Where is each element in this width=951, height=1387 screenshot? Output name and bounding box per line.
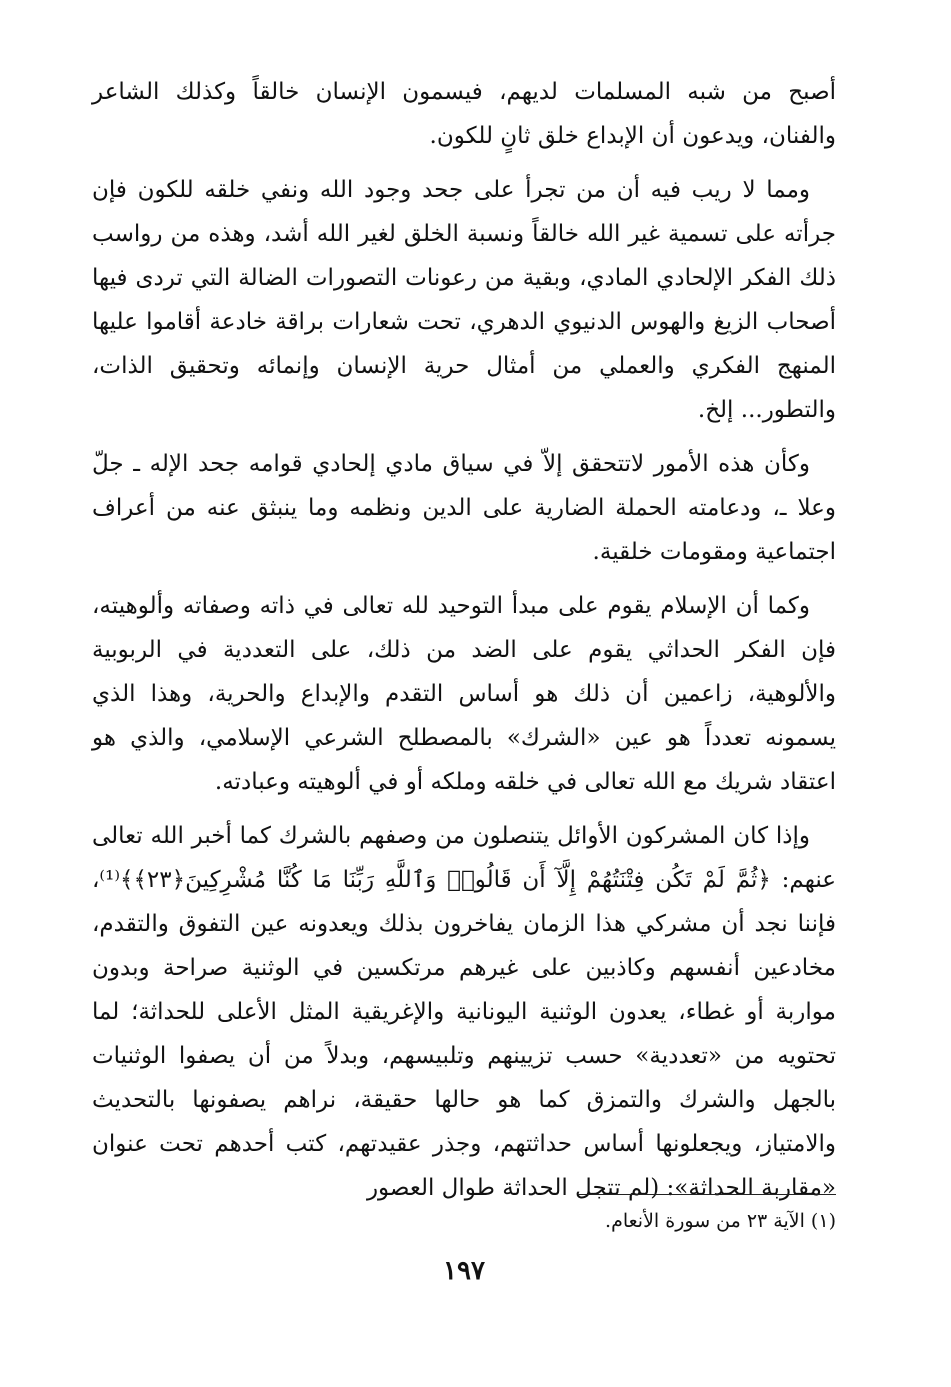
paragraph-5: وإذا كان المشركون الأوائل يتنصلون من وصفهم بالشرك كما أخبر الله تعالى عنهم: ﴿ثُمَّ لَمْ تَكُن فِتْنَتُهُمْ إِلَّآ أَن قَالُوا۟ وَٱللَّهِ رَبِّنَا مَا كُنَّا مُشْرِكِينَ﴿٢٣﴾﴾⁽¹⁾، فإننا نجد أن مشركي هذا الزمان يفاخرون بذلك ويعدونه عين التفوق والتقدم، مخادعين أنفسهم وكاذبين على غيرهم مرتكسين في الوثنية صراحة وبدون مواربة أو غطاء، يعدون الوثنية اليونانية والإغريقية المثل الأعلى للحداثة؛ لما تحتويه من «تعددية» حسب تزيينهم وتلبيسهم، وبدلاً من أن يصفوا الوثنيات بالجهل والشرك والتمزق كما هو حالها حقيقة، نراهم يصفونها بالتحديث والامتياز، ويجعلونها أساس حداثتهم، وجذر عقيدتهم، كتب أحدهم تحت عنوان «مقاربة الحداثة»: (لم تتجل الحداثة طوال العصور — [92, 823, 836, 1201]
paragraph-3: وكأن هذه الأمور لاتتحقق إلاّ في سياق مادي إلحادي قوامه جحد الإله ـ جلّ وعلا ـ، ودعامته الحملة الضارية على الدين ونظمه وما ينبثق عنه من أعراف اجتماعية ومقومات خلقية. — [92, 451, 836, 565]
body-text — [92, 70, 836, 1210]
paragraph-2: ومما لا ريب فيه أن من تجرأ على جحد وجود الله ونفي خلقه للكون فإن جرأته على تسمية غير الله خالقاً ونسبة الخلق لغير الله أشد، وهذه من رواسب ذلك الفكر الإلحادي المادي، وبقية من رعونات التصورات الضالة التي تردى فيها أصحاب الزيغ والهوس الدنيوي الدهري، تحت شعارات براقة خادعة أقاموا عليها المنهج الفكري والعملي من أمثال حرية الإنسان وإنمائه وتحقيق الذات، والتطور... إلخ. — [92, 177, 836, 423]
page-number: ١٩٧ — [443, 1256, 485, 1286]
footnote-separator — [578, 1194, 836, 1195]
footnote: (١) الآية ٢٣ من سورة الأنعام. — [605, 1210, 836, 1232]
paragraph-1: أصبح من شبه المسلمات لديهم، فيسمون الإنسان خالقاً وكذلك الشاعر والفنان، ويدعون أن الإبداع خلق ثانٍ للكون. — [92, 79, 836, 149]
paragraph-4: وكما أن الإسلام يقوم على مبدأ التوحيد لله تعالى في ذاته وصفاته وألوهيته، فإن الفكر الحداثي يقوم على الضد من ذلك، على التعددية في الربوبية والألوهية، زاعمين أن ذلك هو أساس التقدم والإبداع والحرية، وهذا الذي يسمونه تعدداً هو عين «الشرك» بالمصطلح الشرعي الإسلامي، والذي هو اعتقاد شريك مع الله تعالى في خلقه وملكه أو في ألوهيته وعبادته. — [92, 593, 836, 795]
book-page — [92, 70, 836, 1380]
